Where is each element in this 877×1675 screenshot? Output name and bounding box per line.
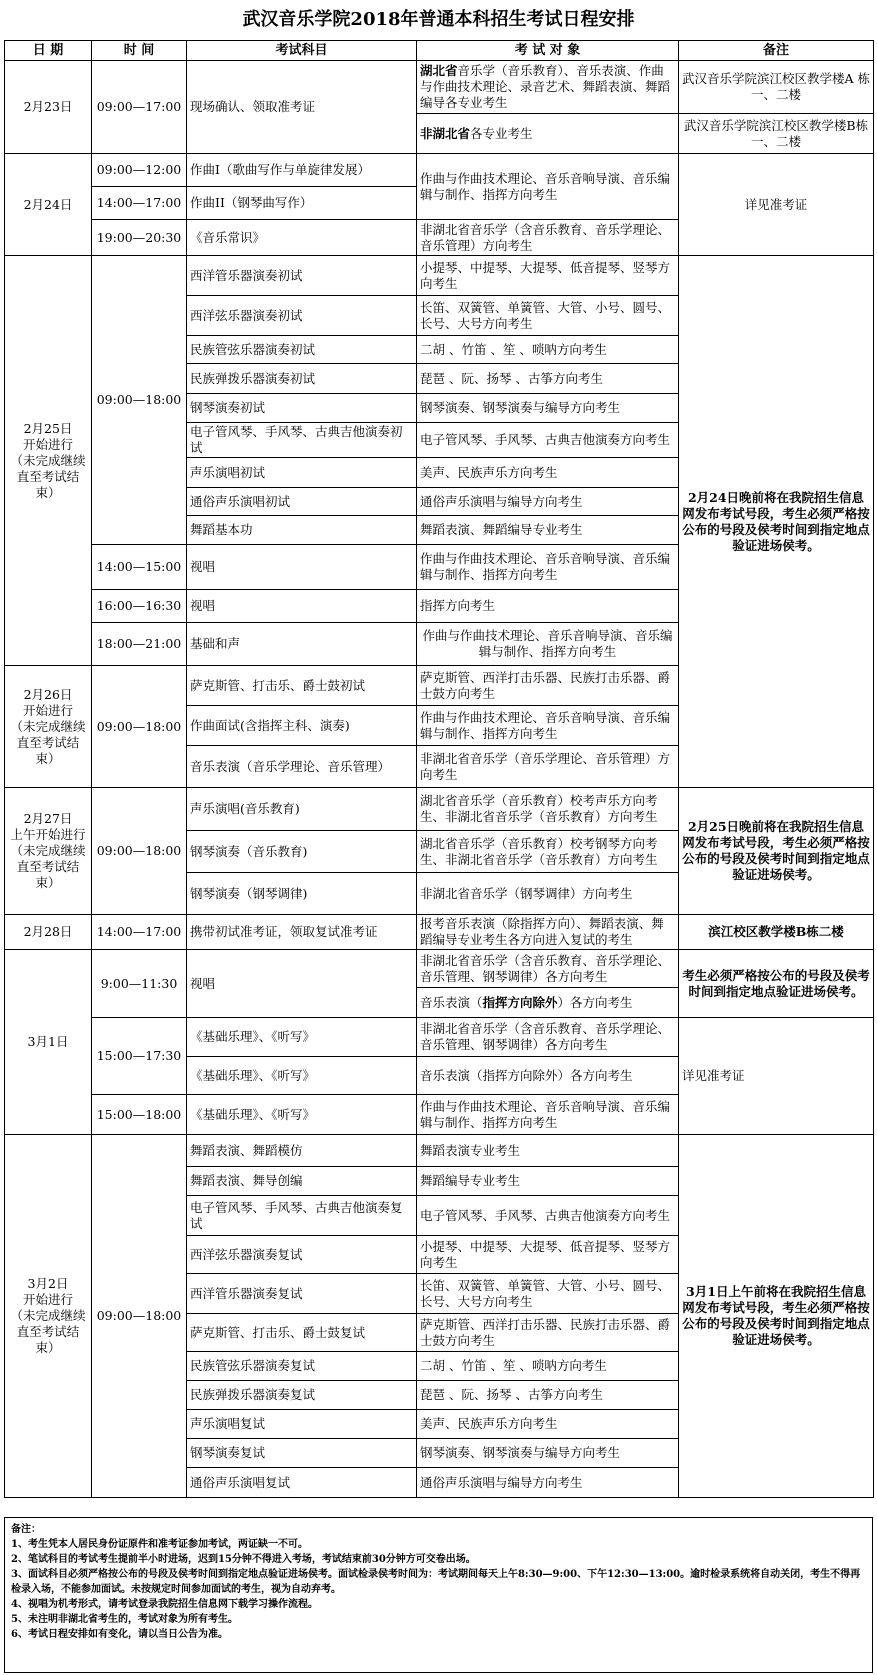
target-text: 各专业考生	[470, 125, 533, 141]
target-cell: 作曲与作曲技术理论、音乐音响导演、音乐编辑与制作、指挥方向考生	[417, 545, 679, 590]
target-cell: 指挥方向考生	[417, 590, 679, 623]
notes-section	[4, 1517, 873, 1673]
target-cell: 作曲与作曲技术理论、音乐音响导演、音乐编辑与制作、指挥方向考生	[417, 623, 679, 666]
time-cell: 14:00—15:00	[92, 545, 187, 590]
target-cell: 通俗声乐演唱与编导方向考生	[417, 488, 679, 516]
remark-cell: 2月25日晚前将在我院招生信息网发布考试号段，考生必须严格按公布的号段及侯考时间到指定地点验证进场侯考。	[679, 788, 874, 915]
header-time: 时 间	[92, 41, 187, 61]
target-cell: 琵琶 、阮、扬琴 、古筝方向考生	[417, 364, 679, 394]
subject-cell: 作曲II（钢琴曲写作）	[187, 187, 417, 220]
remark-cell: 3月1日上午前将在我院招生信息网发布考试号段，考生必须严格按公布的号段及侯考时间到指定地点验证进场侯考。	[679, 1135, 874, 1498]
subject-cell: 萨克斯管、打击乐、爵士鼓复试	[187, 1314, 417, 1352]
target-cell: 二胡 、竹笛 、笙 、唢呐方向考生	[417, 1352, 679, 1381]
target-cell: 报考音乐表演（除指挥方向）、舞蹈表演、舞蹈编导专业考生各方向进入复试的考生	[417, 915, 679, 950]
subject-cell: 通俗声乐演唱复试	[187, 1468, 417, 1498]
target-text: 音乐学（音乐教育）、音乐表演、作曲与作曲技术理论、录音艺术、舞蹈表演、舞蹈编导各专业考生	[420, 63, 671, 110]
table-row	[5, 61, 874, 114]
header-target: 考 试 对 象	[417, 41, 679, 61]
subject-cell: 声乐演唱初试	[187, 458, 417, 488]
target-pre: 音乐表演（	[420, 994, 483, 1010]
subject-cell: 作曲面试(含指挥主科、演奏)	[187, 706, 417, 746]
subject-cell: 声乐演唱(音乐教育)	[187, 788, 417, 831]
target-cell	[417, 61, 679, 114]
target-cell: 非湖北省音乐学（音乐学理论、音乐管理）方向考生	[417, 746, 679, 788]
subject-cell: 《音乐常识》	[187, 220, 417, 256]
subject-cell: 基础和声	[187, 623, 417, 666]
target-cell	[417, 988, 679, 1018]
target-cell: 作曲与作曲技术理论、音乐音响导演、音乐编辑与制作、指挥方向考生	[417, 1095, 679, 1135]
target-cell: 萨克斯管、西洋打击乐器、民族打击乐器、爵士鼓方向考生	[417, 1314, 679, 1352]
time-cell: 19:00—20:30	[92, 220, 187, 256]
time-cell: 14:00—17:00	[92, 187, 187, 220]
target-cell: 湖北省音乐学（音乐教育）校考声乐方向考生、非湖北省音乐学（音乐教育）方向考生	[417, 788, 679, 831]
remark-cell: 滨江校区教学楼B栋二楼	[679, 915, 874, 950]
header-date: 日 期	[5, 41, 92, 61]
target-cell: 美声、民族声乐方向考生	[417, 458, 679, 488]
subject-cell: 西洋管乐器演奏初试	[187, 256, 417, 296]
subject-cell: 《基础乐理》、《听写》	[187, 1057, 417, 1095]
subject-cell: 视唱	[187, 545, 417, 590]
table-row	[5, 788, 874, 831]
subject-cell: 电子管风琴、手风琴、古典吉他演奏复试	[187, 1196, 417, 1236]
subject-cell: 视唱	[187, 590, 417, 623]
subject-cell: 电子管风琴、手风琴、古典吉他演奏初试	[187, 423, 417, 458]
target-text: ）各方向考生	[557, 994, 633, 1010]
time-cell: 18:00—21:00	[92, 623, 187, 666]
date-cell: 3月2日 开始进行 （未完成继续直至考试结束）	[5, 1135, 92, 1498]
time-cell: 09:00—18:00	[92, 256, 187, 545]
target-cell: 钢琴演奏、钢琴演奏与编导方向考生	[417, 394, 679, 423]
target-cell: 作曲与作曲技术理论、音乐音响导演、音乐编辑与制作、指挥方向考生	[417, 154, 679, 220]
target-cell: 湖北省音乐学（音乐教育）校考钢琴方向考生、非湖北省音乐学（音乐教育）方向考生	[417, 831, 679, 873]
subject-cell: 携带初试准考证，领取复试准考证	[187, 915, 417, 950]
target-cell: 钢琴演奏、钢琴演奏与编导方向考生	[417, 1439, 679, 1468]
target-bold: 湖北省	[420, 63, 458, 78]
remark-cell: 武汉音乐学院滨江校区教学楼B栋一、二楼	[679, 114, 874, 154]
subject-cell: 作曲I（歌曲写作与单旋律发展）	[187, 154, 417, 187]
subject-cell: 《基础乐理》、《听写》	[187, 1095, 417, 1135]
table-row	[5, 950, 874, 988]
subject-cell: 通俗声乐演唱初试	[187, 488, 417, 516]
target-cell: 通俗声乐演唱与编导方向考生	[417, 1468, 679, 1498]
target-cell: 萨克斯管、西洋打击乐器、民族打击乐器、爵士鼓方向考生	[417, 666, 679, 706]
date-cell: 2月28日	[5, 915, 92, 950]
subject-cell: 钢琴演奏复试	[187, 1439, 417, 1468]
date-cell: 2月27日 上午开始进行 （未完成继续直至考试结束）	[5, 788, 92, 915]
subject-cell: 钢琴演奏初试	[187, 394, 417, 423]
subject-cell: 民族管弦乐器演奏初试	[187, 336, 417, 364]
target-cell	[417, 114, 679, 154]
header-subject: 考试科目	[187, 41, 417, 61]
subject-cell: 西洋弦乐器演奏初试	[187, 296, 417, 336]
date-cell: 2月24日	[5, 154, 92, 256]
time-cell: 09:00—18:00	[92, 666, 187, 788]
remark-cell: 考生必须严格按公布的号段及侯考时间到指定地点验证进场侯考。	[679, 950, 874, 1018]
target-cell: 长笛、双簧管、单簧管、大管、小号、圆号、长号、大号方向考生	[417, 296, 679, 336]
subject-cell: 舞蹈表演、舞蹈模仿	[187, 1135, 417, 1167]
subject-cell: 《基础乐理》、《听写》	[187, 1018, 417, 1057]
note-item: 1、考生凭本人居民身份证原件和准考证参加考试，两证缺一不可。	[11, 1539, 308, 1550]
target-cell: 小提琴、中提琴、大提琴、低音提琴、竖琴方向考生	[417, 256, 679, 296]
subject-cell: 钢琴演奏（音乐教育)	[187, 831, 417, 873]
time-cell: 15:00—18:00	[92, 1095, 187, 1135]
note-item: 2、笔试科目的考试考生提前半小时进场，迟到15分钟不得进入考场，考试结束前30分钟方可交卷出场。	[11, 1554, 476, 1565]
subject-cell: 音乐表演（音乐学理论、音乐管理）	[187, 746, 417, 788]
target-bold: 非湖北省	[420, 125, 471, 141]
target-cell: 非湖北省音乐学（含音乐教育、音乐学理论、音乐管理、钢琴调律）各方向考生	[417, 950, 679, 988]
remark-cell: 2月24日晚前将在我院招生信息网发布考试号段，考生必须严格按公布的号段及侯考时间到指定地点验证进场侯考。	[679, 256, 874, 788]
target-cell: 电子管风琴、手风琴、古典吉他演奏方向考生	[417, 423, 679, 458]
note-item: 4、视唱为机考形式，请考试登录我院招生信息网下载学习操作流程。	[11, 1599, 318, 1610]
date-cell: 2月26日 开始进行 （未完成继续直至考试结束）	[5, 666, 92, 788]
schedule-table	[4, 40, 874, 1498]
note-item: 5、未注明非湖北省考生的，考试对象为所有考生。	[11, 1614, 238, 1625]
target-cell: 非湖北省音乐学（含音乐教育、音乐学理论、音乐管理）方向考生	[417, 220, 679, 256]
target-cell: 舞蹈表演、舞蹈编导专业考生	[417, 516, 679, 545]
table-row	[5, 1135, 874, 1167]
target-cell: 二胡 、竹笛 、笙 、唢呐方向考生	[417, 336, 679, 364]
table-row	[5, 1018, 874, 1057]
time-cell: 09:00—18:00	[92, 1135, 187, 1498]
target-cell: 小提琴、中提琴、大提琴、低音提琴、竖琴方向考生	[417, 1236, 679, 1274]
time-cell: 09:00—12:00	[92, 154, 187, 187]
date-cell: 3月1日	[5, 950, 92, 1135]
subject-cell: 民族弹拨乐器演奏复试	[187, 1381, 417, 1410]
time-cell: 09:00—17:00	[92, 61, 187, 154]
target-cell: 非湖北省音乐学（钢琴调律）方向考生	[417, 873, 679, 915]
time-cell: 16:00—16:30	[92, 590, 187, 623]
subject-cell: 民族管弦乐器演奏复试	[187, 1352, 417, 1381]
subject-cell: 视唱	[187, 950, 417, 1018]
time-cell: 15:00—17:30	[92, 1018, 187, 1095]
subject-cell: 现场确认、领取准考证	[187, 61, 417, 154]
subject-cell: 民族弹拨乐器演奏初试	[187, 364, 417, 394]
date-cell: 2月23日	[5, 61, 92, 154]
target-cell: 非湖北省音乐学（含音乐教育、音乐学理论、音乐管理、钢琴调律）各方向考生	[417, 1018, 679, 1057]
target-cell: 舞蹈表演专业考生	[417, 1135, 679, 1167]
subject-cell: 舞蹈表演、舞导创编	[187, 1167, 417, 1196]
notes-heading: 备注：	[11, 1524, 41, 1535]
date-cell: 2月25日 开始进行 （未完成继续直至考试结束）	[5, 256, 92, 666]
target-cell: 美声、民族声乐方向考生	[417, 1410, 679, 1439]
header-remark: 备注	[679, 41, 874, 61]
target-cell: 长笛、双簧管、单簧管、大管、小号、圆号、长号、大号方向考生	[417, 1274, 679, 1314]
table-row	[5, 154, 874, 187]
note-item: 6、考试日程安排如有变化，请以当日公告为准。	[11, 1629, 228, 1640]
table-row	[5, 256, 874, 296]
time-cell: 14:00—17:00	[92, 915, 187, 950]
subject-cell: 声乐演唱复试	[187, 1410, 417, 1439]
table-header-row	[5, 41, 874, 61]
target-cell: 琵琶 、阮、扬琴 、古筝方向考生	[417, 1381, 679, 1410]
remark-cell: 详见准考证	[679, 154, 874, 256]
note-item: 3、面试科目必须严格按公布的号段及侯考时间到指定地点验证进场侯考。面试检录侯考时间为：考试期间每天上午8:30—9:00、下午12:30—13:00。逾时检录系统将自动关闭，考生不得再检录入场，不能参加面试。未按规定时间参加面试的考生，视为自动弃考。	[11, 1569, 861, 1595]
target-cell: 作曲与作曲技术理论、音乐音响导演、音乐编辑与制作、指挥方向考生	[417, 706, 679, 746]
page-title: 武汉音乐学院2018年普通本科招生考试日程安排	[242, 9, 635, 30]
subject-cell: 萨克斯管、打击乐、爵士鼓初试	[187, 666, 417, 706]
subject-cell: 钢琴演奏（钢琴调律)	[187, 873, 417, 915]
subject-cell: 西洋管乐器演奏复试	[187, 1274, 417, 1314]
target-cell: 电子管风琴、手风琴、古典吉他演奏方向考生	[417, 1196, 679, 1236]
target-bold: 指挥方向除外	[482, 994, 558, 1010]
time-cell: 9:00—11:30	[92, 950, 187, 1018]
subject-cell: 西洋弦乐器演奏复试	[187, 1236, 417, 1274]
table-row	[5, 915, 874, 950]
target-cell: 音乐表演（指挥方向除外）各方向考生	[417, 1057, 679, 1095]
remark-cell: 武汉音乐学院滨江校区教学楼A 栋一、二楼	[679, 61, 874, 114]
target-cell: 舞蹈编导专业考生	[417, 1167, 679, 1196]
remark-cell: 详见准考证	[679, 1018, 874, 1135]
subject-cell: 舞蹈基本功	[187, 516, 417, 545]
time-cell: 09:00—18:00	[92, 788, 187, 915]
